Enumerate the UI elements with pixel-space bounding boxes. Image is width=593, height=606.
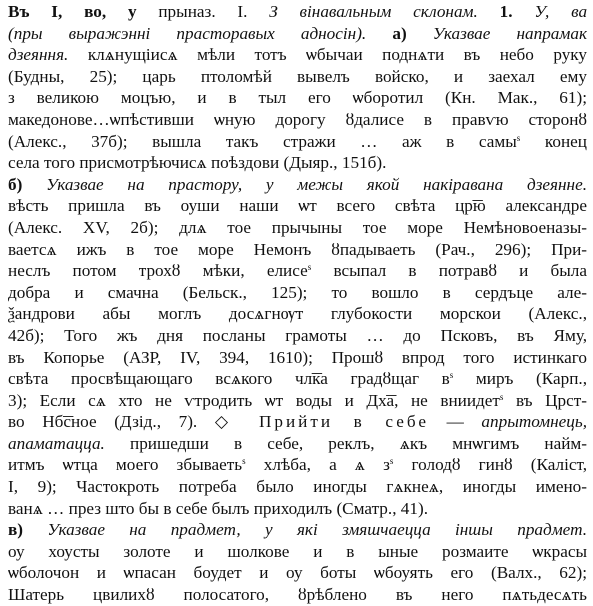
part-of-speech: прыназ. І. xyxy=(158,2,248,21)
entry-line: македонове…ѡпѣстивши ѡную дорогу ȣдалисе в правѵю сторонȣ xyxy=(8,109,587,129)
entry-line xyxy=(8,174,587,196)
superscript-mark: s xyxy=(499,391,504,402)
phrase-headword: Прийти в себе xyxy=(258,412,429,432)
quotation-text: пришедши в себе, реклъ, ѧкъ мнѡгимъ найм- xyxy=(130,433,587,453)
sense-definition: У, ва xyxy=(534,2,587,21)
entry-line xyxy=(8,1,587,23)
subsense-definition: Указвае на прадмет, у які змяшчаецца іншы прадмет. xyxy=(47,520,587,540)
quotation-text: неслъ потом трохȣ мѣки, елисе xyxy=(8,261,308,281)
subsense-definition: Указвае на прастору, у межы якой накіравана дзеянне. xyxy=(46,174,587,194)
superscript-mark: s xyxy=(389,456,394,467)
entry-line: Шатерь цвилихȣ полосатого, ȣрѣблено въ него пѧтьдесѧть xyxy=(8,585,587,605)
quotation-text: голодȣ гинȣ (Каліст, xyxy=(411,455,587,475)
superscript-mark: s xyxy=(307,262,312,273)
entry-line: ѡболочон и ѡпасан боудет и оу боты ѡбоуять его (Валх., 62); xyxy=(8,563,587,583)
entry-line: I, 9); Частокроть потреба было иногды гѧкнеѧ, иногды имено- xyxy=(8,477,587,497)
subsense-letter: б) xyxy=(8,174,23,194)
entry-headword: Въ xyxy=(8,2,30,21)
phrase-definition: апрытомнець, xyxy=(481,412,587,432)
subsense-definition: Указвае напрамак xyxy=(432,23,587,43)
entry-line: вѣсть пришла въ оуши наши ѡт всего свѣта цр͞ю александре xyxy=(8,196,587,216)
entry-line: ванѧ … през што бы в себе былъ приходилъ (Сматр., 41). xyxy=(8,498,429,518)
entry-line: (Алекс. XV, 2б); длѧ тое прычыны тое море Немѣновоеназы- xyxy=(8,217,587,237)
entry-line xyxy=(8,23,587,45)
dash: — xyxy=(446,412,464,432)
quotation-text: (Алекс., 37б); вышла такъ стражи … аж в самы xyxy=(8,131,517,151)
superscript-mark: s xyxy=(449,370,454,381)
entry-line xyxy=(8,390,587,412)
entry-line xyxy=(8,454,587,476)
entry-line: (Будны, 25); царь птоломѣй вывелъ войско, и заехал ему xyxy=(8,66,587,86)
entry-line: ваетсѧ ижъ в тое море Немонъ ȣпадываеть (Рач., 296); При- xyxy=(8,239,587,259)
superscript-mark: s xyxy=(242,456,246,467)
superscript-mark: s xyxy=(516,132,521,143)
subsense-letter: а) xyxy=(392,23,407,43)
entry-line xyxy=(8,131,587,153)
grammar-note: З вінавальным склонам. xyxy=(269,2,478,21)
entry-line xyxy=(8,260,587,282)
entry-line: з великою моцъю, и в тыл его ѡборотил (Кн. Мак., 61); xyxy=(8,88,587,108)
entry-line xyxy=(8,519,587,541)
quotation-text: въ Црст- xyxy=(516,390,587,410)
quotation-text: во Нб͞сное (Дзід., 7). ◇ xyxy=(8,412,242,432)
entry-line: ѯандрови абы моглъ досѧгнѹт глубокости морскои (Алекс., xyxy=(8,304,587,324)
quotation-text: миръ (Карп., xyxy=(475,369,587,389)
entry-line xyxy=(8,368,587,390)
entry-line xyxy=(8,433,587,455)
entry-variants: І, во, у xyxy=(51,2,137,21)
entry-line xyxy=(8,411,587,433)
quotation-text: конец xyxy=(544,131,587,151)
quotation-text: клѧнущіисѧ мѣли тотъ ѡбычаи поднѧти въ небо руку xyxy=(87,45,587,65)
quotation-text: всыпал в потравȣ и была xyxy=(333,261,587,281)
quotation-text: свѣта просвѣщающаго всѧкого чл͞ка градȣщаг в xyxy=(8,369,450,389)
quotation-text: итмъ ѡтца моего збываеть xyxy=(8,455,243,475)
quotation-text: хлѣба, а ѧ з xyxy=(263,455,390,475)
definition-text: дзеяння. xyxy=(8,45,69,65)
quotation-text: 3); Если сѧ хто не ѵтродить ѡт воды и Дх͞а, не вниидет xyxy=(8,390,500,410)
entry-line: въ Копорье (АЗР, IV, 394, 1610); Прошȣ впрод того истинкаго xyxy=(8,347,587,367)
subsense-letter: в) xyxy=(8,520,24,540)
entry-line xyxy=(8,44,587,66)
sense-number: 1. xyxy=(499,2,513,21)
phrase-definition: апаматацца. xyxy=(8,433,105,453)
entry-line: 42б); Того жъ дня посланы грамоты … до Псковъ, въ Яму, xyxy=(8,325,587,345)
sense-note: (пры выражэнні прасторавых адносін). xyxy=(8,23,367,43)
entry-line: добра и смачна (Бельск., 125); то вошло в сердъце але- xyxy=(8,282,587,302)
entry-line: села того присмотрѣючисѧ поѣздови (Дыяр., 151б). xyxy=(8,153,387,173)
entry-line: оу хоусты золоте и шолкове и в ыные розмаите ѡкрасы xyxy=(8,541,587,561)
